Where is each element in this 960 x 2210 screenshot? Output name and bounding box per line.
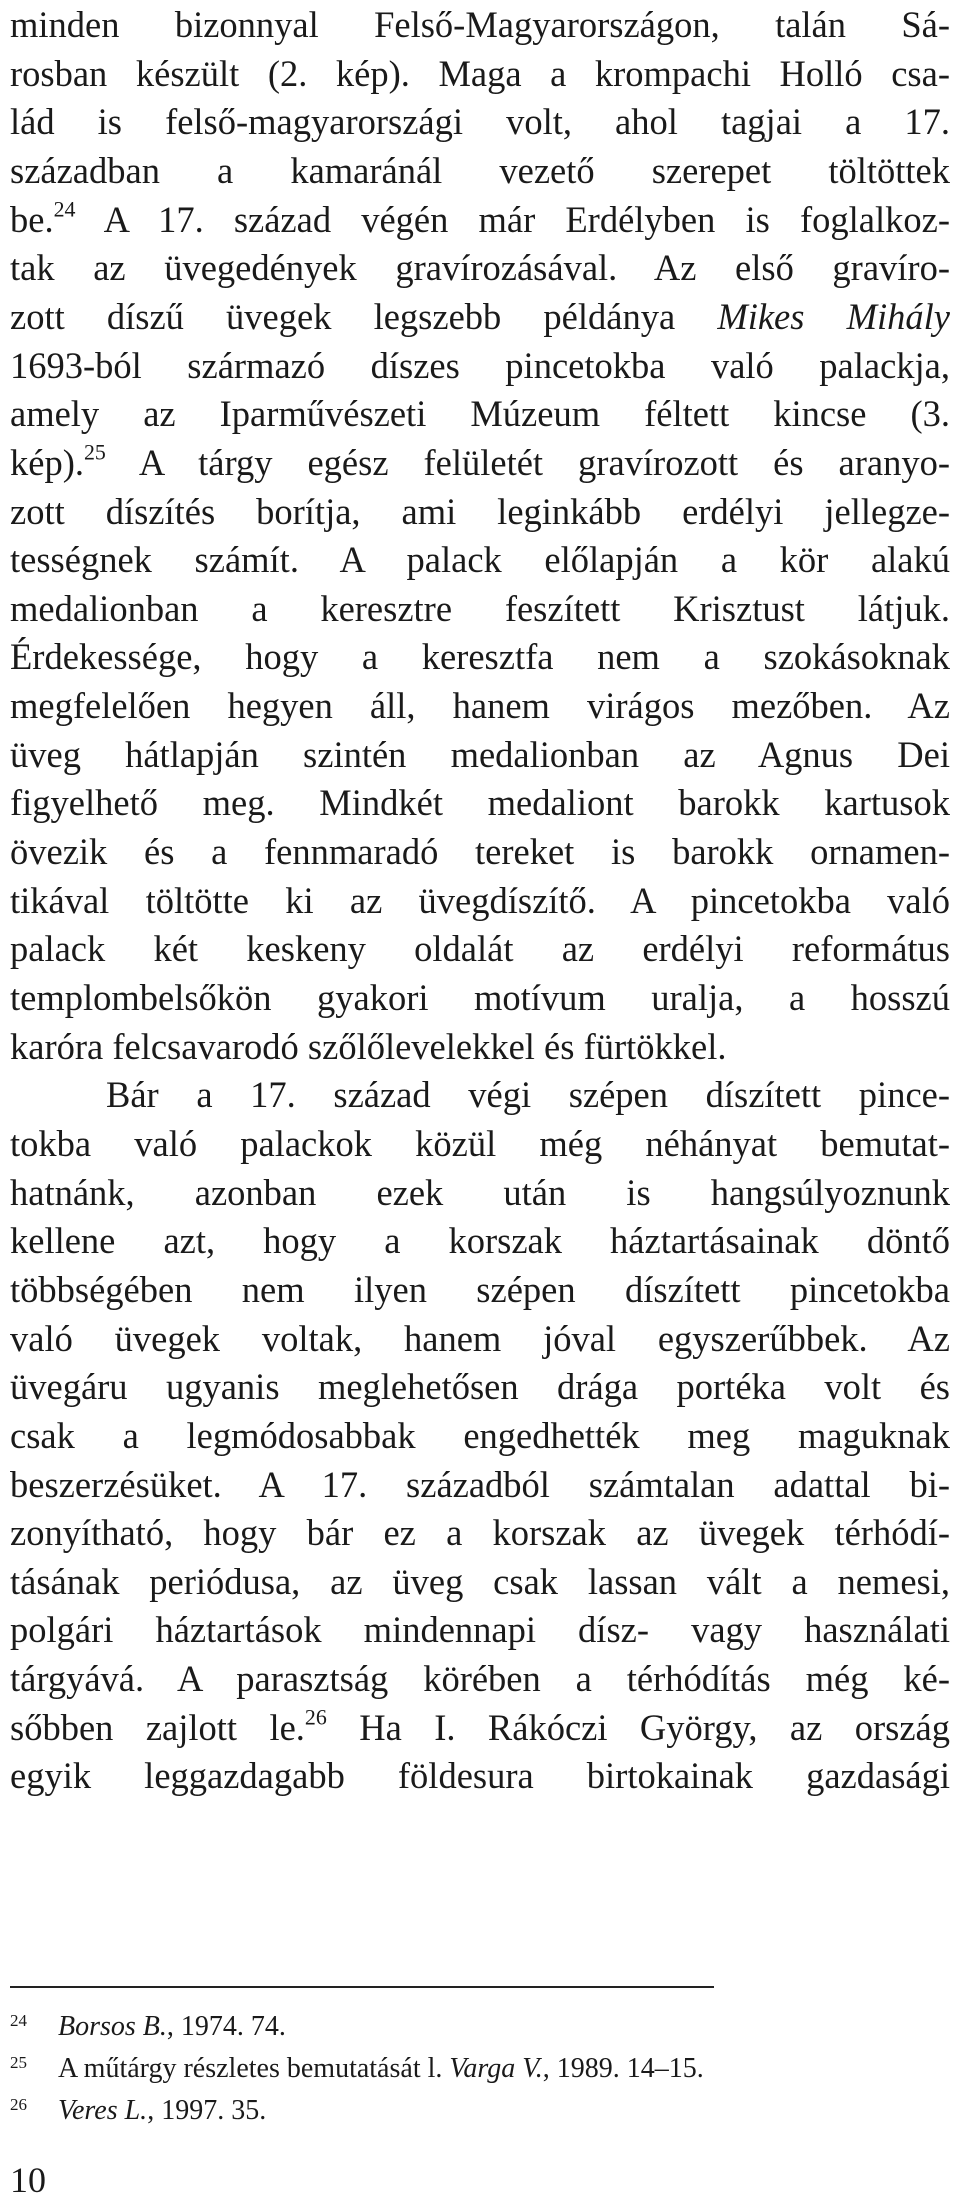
text-run: palack két keskeny oldalát az erdélyi református [10,928,950,970]
body-line [10,730,950,780]
text-run: lád is felső-magyarországi volt, ahol tagjai a 17. [10,101,950,143]
body-line [10,1168,950,1218]
body-line [10,1460,950,1510]
body-line [10,1557,950,1607]
text-run: A tárgy egész felületét gravírozott és aranyo- [105,441,950,483]
text-run: beszerzésüket. A 17. századból számtalan adattal bi- [10,1463,950,1505]
body-line [10,1411,950,1461]
text-run: rosban készült (2. kép). Maga a krompachi Holló csa- [10,52,950,94]
text-run: tességnek számít. A palack előlapján a kör alakú [10,539,950,581]
text-run: zott díszítés borítja, ami leginkább erdélyi jellegze- [10,490,950,532]
body-line [10,1508,950,1558]
body-line [10,1070,950,1120]
body-line [10,1022,950,1072]
footnote-ref: 26 [304,1704,327,1730]
footnote [10,2010,950,2044]
body-line [10,292,950,342]
body-line [10,1314,950,1364]
text-run: Bár a 17. század végi szépen díszített pince- [106,1074,950,1116]
text-run: figyelhető meg. Mindkét medaliont barokk kartusok [10,782,950,824]
body-line [10,876,950,926]
text-run: , 1997. 35. [147,2095,267,2126]
text-run: minden bizonnyal Felső-Magyarországon, talán Sá- [10,4,950,45]
text-run: Érdekessége, hogy a keresztfa nem a szokásoknak [10,636,950,678]
footnote-number: 24 [10,2011,27,2030]
text-run: üveg hátlapján szintén medalionban az Agnus Dei [10,733,950,775]
text-run: övezik és a fennmaradó tereket is barokk ornamen- [10,831,950,873]
text-run: csak a legmódosabbak engedhették meg maguknak [10,1414,950,1456]
body-line [10,681,950,731]
footnote-separator [10,1986,714,1988]
text-run: egyik leggazdagabb földesura birtokainak gazdasági [10,1755,950,1797]
footnote-ref: 25 [83,439,106,465]
body-line [10,195,950,245]
italic-text: Varga V. [449,2053,543,2084]
text-run: tak az üvegedények gravírozásával. Az első gravíro- [10,247,950,289]
body-line [10,632,950,682]
text-run: , 1974. 74. [166,2011,286,2042]
footnote [10,2052,950,2086]
body-line [10,1605,950,1655]
text-run: polgári háztartások mindennapi dísz- vagy használati [10,1609,950,1651]
text-run: tokba való palackok közül még néhányat bemutat- [10,1122,950,1164]
text-run: kellene azt, hogy a korszak háztartásainak döntő [10,1220,950,1262]
text-run: , 1989. 14–15. [542,2053,704,2084]
text-run: tárgyává. A parasztság körében a térhódítás még ké- [10,1658,950,1700]
body-line [10,535,950,585]
body-line [10,1703,950,1753]
body-line [10,924,950,974]
italic-text: Veres L. [58,2095,148,2126]
body-line [10,1265,950,1315]
text-run: zott díszű üvegek legszebb példánya [10,295,718,337]
text-run: 1693-ból származó díszes pincetokba való palackja, [10,344,950,386]
body-line [10,341,950,391]
text-run: században a kamaránál vezető szerepet töltöttek [10,149,950,191]
body-line [10,49,950,99]
text-run: megfelelően hegyen áll, hanem virágos mezőben. Az [10,685,950,727]
body-line [10,973,950,1023]
text-run: zonyítható, hogy bár ez a korszak az üvegek térhódí- [10,1512,950,1554]
footnote-text [58,2052,704,2086]
italic-text: Mikes Mihály [717,295,950,337]
text-run: való üvegek voltak, hanem jóval egyszerűbbek. Az [10,1317,950,1359]
footnote-text [58,2010,286,2044]
footnote-ref: 24 [53,196,76,222]
footnote [10,2094,950,2128]
text-run: kép). [10,441,84,483]
body-line [10,243,950,293]
text-run: A műtárgy részletes bemutatását l. [58,2053,450,2084]
body-line [10,1119,950,1169]
page-number: 10 [10,2160,46,2200]
text-run: amely az Iparművészeti Múzeum féltett kincse (3. [10,393,950,435]
footnote-number: 26 [10,2095,27,2114]
document-page [10,0,950,2210]
body-line [10,1654,950,1704]
body-line [10,827,950,877]
footnote-text [58,2094,266,2128]
text-run: többségében nem ilyen szépen díszített pincetokba [10,1268,950,1310]
text-run: be. [10,198,54,240]
body-line [10,146,950,196]
body-line [10,778,950,828]
text-run: medalionban a keresztre feszített Krisztust látjuk. [10,587,950,629]
body-line [10,438,950,488]
text-run: karóra felcsavarodó szőlőlevelekkel és fürtökkel. [10,1025,727,1067]
text-run: üvegáru ugyanis meglehetősen drága portéka volt és [10,1366,950,1408]
body-line [10,1216,950,1266]
text-run: templombelsőkön gyakori motívum uralja, a hosszú [10,977,950,1018]
text-run: hatnánk, azonban ezek után is hangsúlyoznunk [10,1171,950,1213]
body-line [10,389,950,439]
text-run: sőbben zajlott le. [10,1706,305,1748]
text-run: A 17. század végén már Erdélyben is foglalkoz- [75,198,950,240]
text-run: Ha I. Rákóczi György, az ország [326,1706,950,1748]
body-line [10,487,950,537]
body-line [10,1751,950,1801]
italic-text: Borsos B. [58,2011,167,2042]
body-line [10,97,950,147]
body-line [10,1362,950,1412]
body-line [10,0,950,50]
body-line [10,584,950,634]
footnote-number: 25 [10,2053,27,2072]
text-run: tásának periódusa, az üveg csak lassan vált a nemesi, [10,1560,950,1602]
text-run: tikával töltötte ki az üvegdíszítő. A pincetokba való [10,879,950,921]
